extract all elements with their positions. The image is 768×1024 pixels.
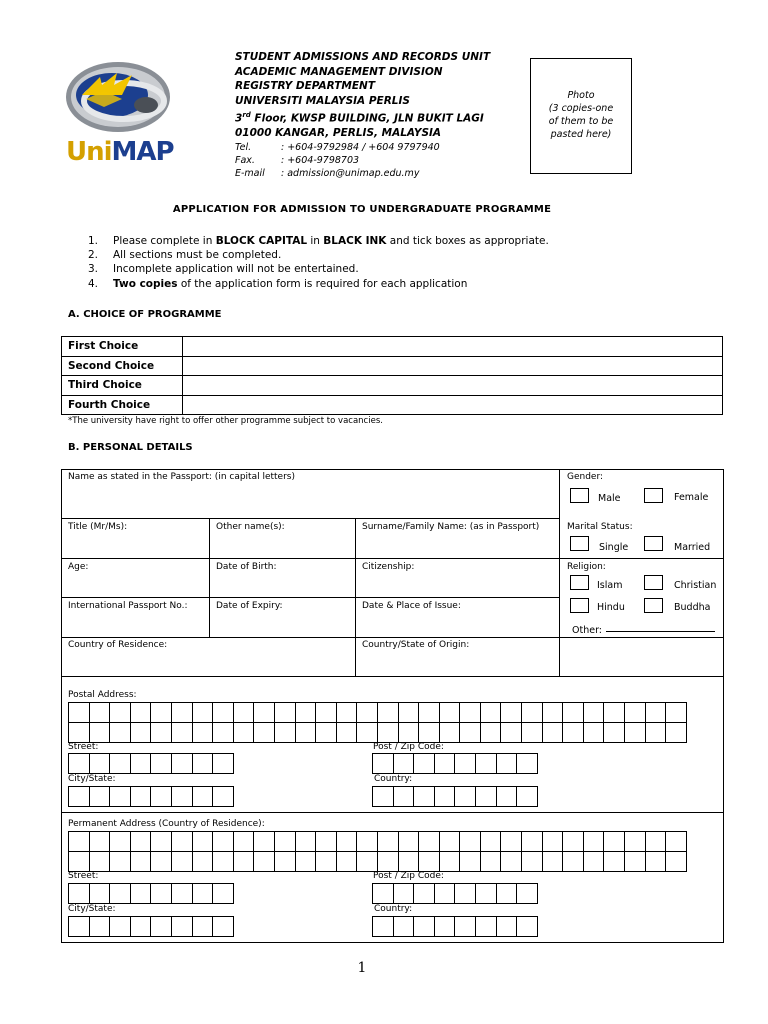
table-row	[62, 376, 723, 396]
char-box[interactable]	[393, 916, 415, 937]
logo-text-uni: Uni	[66, 137, 112, 167]
permanent-postcode-label: Post / Zip Code:	[373, 871, 444, 881]
char-box[interactable]	[454, 786, 476, 807]
divider	[209, 518, 210, 637]
char-box[interactable]	[475, 786, 497, 807]
char-box[interactable]	[212, 702, 234, 723]
personal-details-box	[61, 469, 724, 943]
permanent-street-label: Street:	[68, 871, 99, 881]
char-box[interactable]	[413, 916, 435, 937]
char-box[interactable]	[516, 916, 538, 937]
char-box[interactable]	[603, 702, 625, 723]
char-box[interactable]	[542, 831, 564, 852]
char-box[interactable]	[454, 883, 476, 904]
char-box[interactable]	[393, 786, 415, 807]
char-box[interactable]	[192, 702, 214, 723]
char-box[interactable]	[109, 786, 131, 807]
char-box[interactable]	[521, 851, 543, 872]
char-box[interactable]	[68, 851, 90, 872]
marital-married-checkbox[interactable]	[644, 536, 663, 551]
char-box[interactable]	[413, 786, 435, 807]
gender-male-label: Male	[598, 493, 621, 504]
telephone: Tel. : +604-9792984 / +604 9797940	[235, 141, 440, 153]
char-box[interactable]	[398, 722, 420, 743]
religion-hindu-label: Hindu	[597, 602, 625, 613]
divider	[62, 558, 723, 559]
street-label: Street:	[68, 742, 99, 752]
permanent-city-state-field[interactable]	[68, 916, 234, 937]
char-box[interactable]	[418, 831, 440, 852]
char-box[interactable]	[274, 831, 296, 852]
char-box[interactable]	[459, 702, 481, 723]
char-box[interactable]	[583, 722, 605, 743]
table-row	[62, 395, 723, 415]
char-box[interactable]	[315, 722, 337, 743]
city-state-field[interactable]	[68, 786, 234, 807]
char-box[interactable]	[496, 916, 518, 937]
gender-male-checkbox[interactable]	[570, 488, 589, 503]
char-box[interactable]	[480, 722, 502, 743]
char-box[interactable]	[295, 702, 317, 723]
char-box[interactable]	[212, 722, 234, 743]
char-box[interactable]	[398, 702, 420, 723]
char-box[interactable]	[393, 753, 415, 774]
char-box[interactable]	[562, 702, 584, 723]
country-of-residence-label: Country of Residence:	[68, 640, 168, 650]
char-box[interactable]	[434, 883, 456, 904]
country-state-origin-label: Country/State of Origin:	[362, 640, 470, 650]
char-box[interactable]	[459, 722, 481, 743]
char-box[interactable]	[624, 722, 646, 743]
char-box[interactable]	[150, 786, 172, 807]
permanent-address-line-1[interactable]	[68, 831, 687, 852]
marital-single-checkbox[interactable]	[570, 536, 589, 551]
instructions-list	[88, 234, 549, 291]
table-row	[62, 356, 723, 376]
char-box[interactable]	[109, 916, 131, 937]
char-box[interactable]	[434, 916, 456, 937]
char-box[interactable]	[89, 851, 111, 872]
postcode-label: Post / Zip Code:	[373, 742, 444, 752]
marital-married-label: Married	[674, 542, 711, 553]
char-box[interactable]	[233, 722, 255, 743]
char-box[interactable]	[500, 702, 522, 723]
char-box[interactable]	[645, 722, 667, 743]
char-box[interactable]	[130, 851, 152, 872]
char-box[interactable]	[521, 831, 543, 852]
char-box[interactable]	[150, 831, 172, 852]
gender-female-checkbox[interactable]	[644, 488, 663, 503]
char-box[interactable]	[212, 916, 234, 937]
second-choice-label: Second Choice	[62, 356, 183, 376]
char-box[interactable]	[150, 916, 172, 937]
religion-christian-label: Christian	[674, 580, 717, 591]
char-box[interactable]	[434, 753, 456, 774]
char-box[interactable]	[192, 831, 214, 852]
char-box[interactable]	[130, 702, 152, 723]
char-box[interactable]	[109, 851, 131, 872]
char-box[interactable]	[516, 883, 538, 904]
char-box[interactable]	[413, 883, 435, 904]
religion-other-field[interactable]	[606, 631, 715, 632]
char-box[interactable]	[130, 753, 152, 774]
char-box[interactable]	[109, 702, 131, 723]
section-b-title: B. PERSONAL DETAILS	[68, 442, 193, 453]
religion-other-label: Other:	[572, 625, 603, 636]
char-box[interactable]	[583, 831, 605, 852]
char-box[interactable]	[233, 831, 255, 852]
section-a-title: A. CHOICE OF PROGRAMME	[68, 309, 222, 320]
postal-address-line-1[interactable]	[68, 702, 687, 723]
citizenship-label: Citizenship:	[362, 562, 415, 572]
char-box[interactable]	[583, 702, 605, 723]
email: E-mail : admission@unimap.edu.my	[235, 167, 420, 179]
char-box[interactable]	[89, 702, 111, 723]
unit-name: STUDENT ADMISSIONS AND RECORDS UNIT	[235, 51, 491, 63]
university-name: UNIVERSITI MALAYSIA PERLIS	[235, 94, 410, 107]
instruction-item: 4. Two copies of the application form is required for each application	[88, 277, 468, 290]
char-box[interactable]	[480, 831, 502, 852]
date-of-expiry-label: Date of Expiry:	[216, 601, 283, 611]
divider	[62, 676, 723, 677]
char-box[interactable]	[393, 883, 415, 904]
char-box[interactable]	[192, 851, 214, 872]
char-box[interactable]	[542, 722, 564, 743]
university-address	[235, 50, 490, 180]
char-box[interactable]	[68, 753, 90, 774]
table-row	[62, 337, 723, 357]
char-box[interactable]	[480, 702, 502, 723]
religion-islam-checkbox[interactable]	[570, 575, 589, 590]
char-box[interactable]	[516, 786, 538, 807]
building-address: 3rd Floor, KWSP BUILDING, JLN BUKIT LAGI	[235, 111, 484, 125]
postal-address-label: Postal Address:	[68, 690, 137, 700]
permanent-country-field[interactable]	[372, 916, 538, 937]
char-box[interactable]	[192, 916, 214, 937]
char-box[interactable]	[68, 916, 90, 937]
char-box[interactable]	[315, 831, 337, 852]
char-box[interactable]	[336, 722, 358, 743]
char-box[interactable]	[253, 702, 275, 723]
religion-label: Religion:	[567, 562, 606, 572]
char-box[interactable]	[562, 851, 584, 872]
instruction-item: 2. All sections must be completed.	[88, 249, 282, 262]
page-number: 1	[357, 960, 367, 976]
char-box[interactable]	[130, 722, 152, 743]
char-box[interactable]	[192, 722, 214, 743]
char-box[interactable]	[68, 722, 90, 743]
char-box[interactable]	[109, 831, 131, 852]
date-place-issue-label: Date & Place of Issue:	[362, 601, 461, 611]
char-box[interactable]	[212, 786, 234, 807]
instruction-item: 3. Incomplete application will not be entertained.	[88, 263, 359, 276]
char-box[interactable]	[192, 753, 214, 774]
char-box[interactable]	[454, 753, 476, 774]
char-box[interactable]	[130, 916, 152, 937]
char-box[interactable]	[418, 851, 440, 872]
char-box[interactable]	[398, 851, 420, 872]
char-box[interactable]	[356, 722, 378, 743]
char-box[interactable]	[459, 831, 481, 852]
char-box[interactable]	[89, 883, 111, 904]
char-box[interactable]	[336, 702, 358, 723]
city-address: 01000 KANGAR, PERLIS, MALAYSIA	[235, 127, 442, 139]
second-choice-field[interactable]	[183, 356, 723, 376]
char-box[interactable]	[89, 786, 111, 807]
char-box[interactable]	[624, 851, 646, 872]
char-box[interactable]	[274, 722, 296, 743]
char-box[interactable]	[253, 831, 275, 852]
char-box[interactable]	[603, 851, 625, 872]
char-box[interactable]	[356, 702, 378, 723]
char-box[interactable]	[130, 786, 152, 807]
first-choice-label: First Choice	[62, 337, 183, 357]
char-box[interactable]	[500, 722, 522, 743]
divider	[559, 470, 560, 676]
photo-box[interactable]: Photo (3 copies-one of them to be pasted here)	[530, 58, 632, 174]
char-box[interactable]	[516, 753, 538, 774]
char-box[interactable]	[439, 831, 461, 852]
char-box[interactable]	[665, 722, 687, 743]
fourth-choice-label: Fourth Choice	[62, 395, 183, 415]
char-box[interactable]	[496, 883, 518, 904]
char-box[interactable]	[439, 851, 461, 872]
permanent-street-field[interactable]	[68, 883, 234, 904]
char-box[interactable]	[439, 702, 461, 723]
char-box[interactable]	[150, 851, 172, 872]
char-box[interactable]	[295, 851, 317, 872]
char-box[interactable]	[418, 702, 440, 723]
fax: Fax. : +604-9798703	[235, 154, 360, 166]
char-box[interactable]	[500, 831, 522, 852]
logo-text-map: MAP	[111, 137, 174, 167]
char-box[interactable]	[377, 831, 399, 852]
char-box[interactable]	[336, 851, 358, 872]
char-box[interactable]	[212, 753, 234, 774]
char-box[interactable]	[171, 722, 193, 743]
char-box[interactable]	[496, 786, 518, 807]
char-box[interactable]	[109, 883, 131, 904]
passport-number-label: International Passport No.:	[68, 601, 188, 611]
char-box[interactable]	[665, 702, 687, 723]
third-choice-label: Third Choice	[62, 376, 183, 396]
char-box[interactable]	[603, 831, 625, 852]
unimap-logo	[62, 55, 174, 175]
char-box[interactable]	[454, 916, 476, 937]
char-box[interactable]	[377, 851, 399, 872]
char-box[interactable]	[233, 702, 255, 723]
char-box[interactable]	[475, 916, 497, 937]
permanent-address-line-2[interactable]	[68, 851, 687, 872]
char-box[interactable]	[315, 702, 337, 723]
char-box[interactable]	[295, 831, 317, 852]
postcode-field[interactable]	[372, 753, 538, 774]
char-box[interactable]	[150, 702, 172, 723]
char-box[interactable]	[130, 831, 152, 852]
permanent-city-state-label: City/State:	[68, 904, 116, 914]
char-box[interactable]	[171, 851, 193, 872]
char-box[interactable]	[89, 722, 111, 743]
char-box[interactable]	[562, 831, 584, 852]
char-box[interactable]	[171, 786, 193, 807]
other-names-label: Other name(s):	[216, 522, 285, 532]
char-box[interactable]	[398, 831, 420, 852]
permanent-postcode-field[interactable]	[372, 883, 538, 904]
char-box[interactable]	[434, 786, 456, 807]
char-box[interactable]	[109, 722, 131, 743]
form-title: APPLICATION FOR ADMISSION TO UNDERGRADUATE PROGRAMME	[172, 204, 552, 215]
divider	[62, 597, 559, 598]
char-box[interactable]	[315, 851, 337, 872]
char-box[interactable]	[192, 883, 214, 904]
char-box[interactable]	[274, 851, 296, 872]
char-box[interactable]	[150, 883, 172, 904]
char-box[interactable]	[480, 851, 502, 872]
char-box[interactable]	[89, 831, 111, 852]
char-box[interactable]	[603, 722, 625, 743]
char-box[interactable]	[212, 831, 234, 852]
char-box[interactable]	[372, 786, 394, 807]
instruction-item: 1. Please complete in BLOCK CAPITAL in BLACK INK and tick boxes as appropriate.	[88, 235, 549, 247]
char-box[interactable]	[542, 702, 564, 723]
char-box[interactable]	[356, 851, 378, 872]
first-choice-field[interactable]	[183, 337, 723, 357]
char-box[interactable]	[500, 851, 522, 872]
division-name: ACADEMIC MANAGEMENT DIVISION	[235, 65, 443, 78]
char-box[interactable]	[475, 883, 497, 904]
marital-status-label: Marital Status:	[567, 522, 633, 532]
char-box[interactable]	[336, 831, 358, 852]
char-box[interactable]	[356, 831, 378, 852]
char-box[interactable]	[130, 883, 152, 904]
char-box[interactable]	[645, 851, 667, 872]
char-box[interactable]	[583, 851, 605, 872]
permanent-country-label: Country:	[374, 904, 413, 914]
char-box[interactable]	[68, 702, 90, 723]
third-choice-field[interactable]	[183, 376, 723, 396]
char-box[interactable]	[253, 851, 275, 872]
fourth-choice-field[interactable]	[183, 395, 723, 415]
date-of-birth-label: Date of Birth:	[216, 562, 277, 572]
gender-label: Gender:	[567, 472, 604, 482]
char-box[interactable]	[150, 722, 172, 743]
name-label: Name as stated in the Passport: (in capital letters)	[68, 472, 295, 482]
char-box[interactable]	[418, 722, 440, 743]
religion-christian-checkbox[interactable]	[644, 575, 663, 590]
char-box[interactable]	[171, 702, 193, 723]
country-field[interactable]	[372, 786, 538, 807]
char-box[interactable]	[212, 851, 234, 872]
char-box[interactable]	[439, 722, 461, 743]
char-box[interactable]	[171, 831, 193, 852]
religion-islam-label: Islam	[597, 580, 623, 591]
divider	[62, 637, 723, 638]
char-box[interactable]	[150, 753, 172, 774]
char-box[interactable]	[475, 753, 497, 774]
char-box[interactable]	[68, 786, 90, 807]
divider	[62, 518, 559, 519]
gender-female-label: Female	[674, 492, 709, 503]
postal-address-line-2[interactable]	[68, 722, 687, 743]
char-box[interactable]	[274, 702, 296, 723]
char-box[interactable]	[89, 916, 111, 937]
char-box[interactable]	[624, 702, 646, 723]
char-box[interactable]	[521, 722, 543, 743]
religion-buddha-checkbox[interactable]	[644, 598, 663, 613]
char-box[interactable]	[413, 753, 435, 774]
char-box[interactable]	[665, 831, 687, 852]
char-box[interactable]	[624, 831, 646, 852]
char-box[interactable]	[665, 851, 687, 872]
char-box[interactable]	[68, 831, 90, 852]
age-label: Age:	[68, 562, 89, 572]
char-box[interactable]	[562, 722, 584, 743]
char-box[interactable]	[377, 702, 399, 723]
religion-buddha-label: Buddha	[674, 602, 711, 613]
char-box[interactable]	[372, 883, 394, 904]
char-box[interactable]	[109, 753, 131, 774]
char-box[interactable]	[295, 722, 317, 743]
char-box[interactable]	[212, 883, 234, 904]
title-label: Title (Mr/Ms):	[68, 522, 128, 532]
department-name: REGISTRY DEPARTMENT	[235, 80, 375, 92]
marital-single-label: Single	[599, 542, 629, 553]
char-box[interactable]	[89, 753, 111, 774]
divider	[62, 812, 723, 813]
char-box[interactable]	[645, 831, 667, 852]
char-box[interactable]	[171, 753, 193, 774]
char-box[interactable]	[233, 851, 255, 872]
char-box[interactable]	[171, 916, 193, 937]
char-box[interactable]	[459, 851, 481, 872]
surname-label: Surname/Family Name: (as in Passport)	[362, 522, 540, 532]
char-box[interactable]	[192, 786, 214, 807]
city-state-label: City/State:	[68, 774, 116, 784]
char-box[interactable]	[542, 851, 564, 872]
char-box[interactable]	[496, 753, 518, 774]
char-box[interactable]	[253, 722, 275, 743]
char-box[interactable]	[521, 702, 543, 723]
vacancy-note: *The university have right to offer other programme subject to vacancies.	[68, 416, 383, 426]
char-box[interactable]	[645, 702, 667, 723]
programme-choice-table	[61, 336, 723, 415]
char-box[interactable]	[372, 916, 394, 937]
char-box[interactable]	[372, 753, 394, 774]
country-label: Country:	[374, 774, 413, 784]
permanent-address-label: Permanent Address (Country of Residence):	[68, 819, 265, 829]
religion-hindu-checkbox[interactable]	[570, 598, 589, 613]
char-box[interactable]	[171, 883, 193, 904]
char-box[interactable]	[377, 722, 399, 743]
char-box[interactable]	[68, 883, 90, 904]
street-field[interactable]	[68, 753, 234, 774]
